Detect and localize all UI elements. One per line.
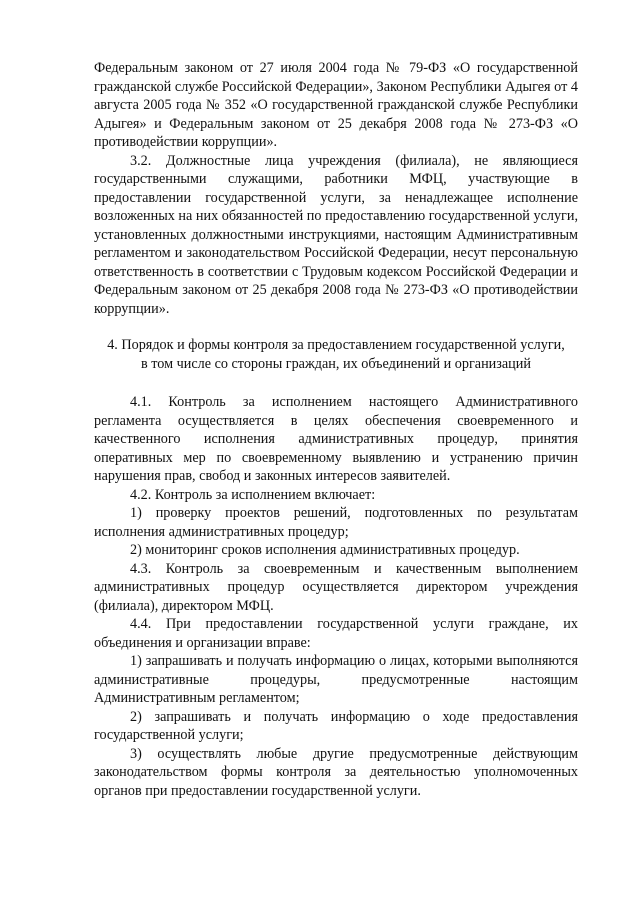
section-4-heading [94, 336, 578, 373]
document-body [94, 59, 578, 800]
list-item-4-2-2: 2) мониторинг сроков исполнения административных процедур. [130, 542, 520, 558]
paragraph-4-4: 4.4. При предоставлении государственной услуги граждане, их объединения и организации вправе: [94, 616, 578, 651]
paragraph-3-2: 3.2. Должностные лица учреждения (филиала), не являющиеся государственными служащими, работники МФЦ, участвующие в предоставлении государственной услуги, за ненадлежащее исполнение возложенных на них обязанностей по предоставлению государственной услуги, установленных должностными инструкциями, настоящим Административным регламентом и законодательством Российской Федерации, несут персональную ответственность в соответствии с Трудовым кодексом Российской Федерации и Федеральным законом от 25 декабря 2008 года № 273-ФЗ «О противодействии коррупции». [94, 152, 578, 317]
list-item-4-2-1: 1) проверку проектов решений, подготовленных по результатам исполнения административных процедур; [94, 505, 578, 540]
list-item-4-4-2: 2) запрашивать и получать информацию о ходе предоставления государственной услуги; [94, 708, 578, 743]
list-item-4-4-3: 3) осуществлять любые другие предусмотренные действующим законодательством формы контроля за деятельностью уполномоченных органов при предоставлении государственной услуги. [94, 745, 578, 799]
section-4-heading-line2: в том числе со стороны граждан, их объединений и организаций [141, 355, 531, 372]
paragraph-4-2: 4.2. Контроль за исполнением включает: [130, 486, 376, 503]
paragraph-4-3: 4.3. Контроль за своевременным и качественным выполнением административных процедур осуществляется директором учреждения (филиала), директором МФЦ. [94, 560, 578, 614]
list-item-4-4-1: 1) запрашивать и получать информацию о лицах, которыми выполняются административные процедуры, предусмотренные настоящим Административным регламентом; [94, 653, 578, 706]
paragraph-4-1: 4.1. Контроль за исполнением настоящего Административного регламента осуществляется в целях обеспечения своевременного и качественного исполнения административных процедур, принятия оперативных мер по своевременному выявлению и устранению причин нарушения прав, свобод и законных интересов заявителей. [94, 394, 578, 484]
paragraph-federal-laws: Федеральным законом от 27 июля 2004 года № 79-ФЗ «О государственной гражданской службе Российской Федерации», Законом Республики Адыгея от 4 августа 2005 года № 352 «О государственной гражданской службе Республики Адыгея» и Федеральным законом от 25 декабря 2008 года № 273-ФЗ «О противодействии коррупции». [94, 60, 578, 150]
section-4-heading-line1: 4. Порядок и формы контроля за предоставлением государственной услуги, [107, 337, 565, 353]
